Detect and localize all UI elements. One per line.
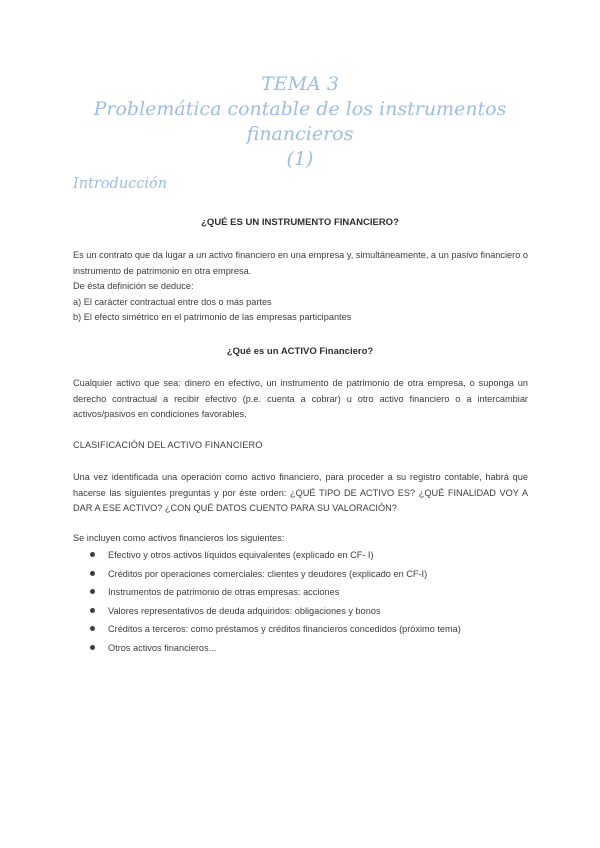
bullet-icon: [90, 571, 95, 576]
list-intro-text: Se incluyen como activos financieros los siguientes:: [73, 533, 285, 543]
list-item: Otros activos financieros...: [90, 639, 461, 658]
bullet-icon: [90, 552, 95, 557]
list-item: Créditos a terceros: como préstamos y créditos financieros concedidos (próximo tema): [90, 620, 461, 639]
definition-paragraph: Es un contrato que da lugar a un activo financiero en una empresa y, simultáneamente, a un pasivo financiero o instrumento de patrimonio en otra empresa.: [73, 250, 528, 276]
title-line-2: Problemática contable de los instrumentos financieros: [93, 98, 507, 145]
deduction-a: a) El carácter contractual entre dos o más partes: [73, 296, 272, 307]
list-item: Créditos por operaciones comerciales: clientes y deudores (explicado en CF-I): [90, 565, 461, 584]
list-item: Efectivo y otros activos líquidos equivalentes (explicado en CF- I): [90, 546, 461, 565]
section-heading-activo: ¿Qué es un ACTIVO Financiero?: [226, 346, 374, 357]
section-heading-instrumento: ¿QUÉ ES UN INSTRUMENTO FINANCIERO?: [201, 217, 399, 228]
activos-list: [90, 546, 461, 657]
bullet-icon: [90, 626, 95, 631]
bullet-icon: [90, 645, 95, 650]
list-intro: [73, 531, 528, 547]
classification-paragraph: [73, 470, 528, 517]
document-title: [60, 72, 540, 172]
activo-definition: [73, 376, 528, 423]
intro-heading: Introducción: [73, 176, 168, 192]
bullet-icon: [90, 589, 95, 594]
deduction-b: b) El efecto simétrico en el patrimonio de las empresas participantes: [73, 312, 352, 323]
definition-block: [73, 248, 528, 326]
bullet-icon: [90, 608, 95, 613]
activo-paragraph: Cualquier activo que sea: dinero en efectivo, un instrumento de patrimonio de otra empresa, o suponga un derecho contractual a recibir efectivo (p.e. cuenta a cobrar) u otro activo financiero o a intercambiar activos/pasivos en condiciones favorables.: [73, 378, 528, 420]
title-line-1: TEMA 3: [261, 73, 339, 95]
title-line-3: (1): [286, 148, 314, 170]
classification-heading: CLASIFICACIÓN DEL ACTIVO FINANCIERO: [73, 440, 263, 450]
list-item: Valores representativos de deuda adquiridos: obligaciones y bonos: [90, 602, 461, 621]
classification-text: Una vez identificada una operación como activo financiero, para proceder a su registro contable, habrá que hacerse las siguientes preguntas y por éste orden: ¿QUÉ TIPO DE ACTIVO ES? ¿QUÉ FINALIDAD VOY A DAR A ESE ACTIVO? ¿CON QUÉ DATOS CUENTO PARA SU VALORACIÓN?: [73, 472, 528, 514]
deduction-intro: De ésta definición se deduce:: [73, 281, 194, 292]
list-item: Instrumentos de patrimonio de otras empresas: acciones: [90, 583, 461, 602]
